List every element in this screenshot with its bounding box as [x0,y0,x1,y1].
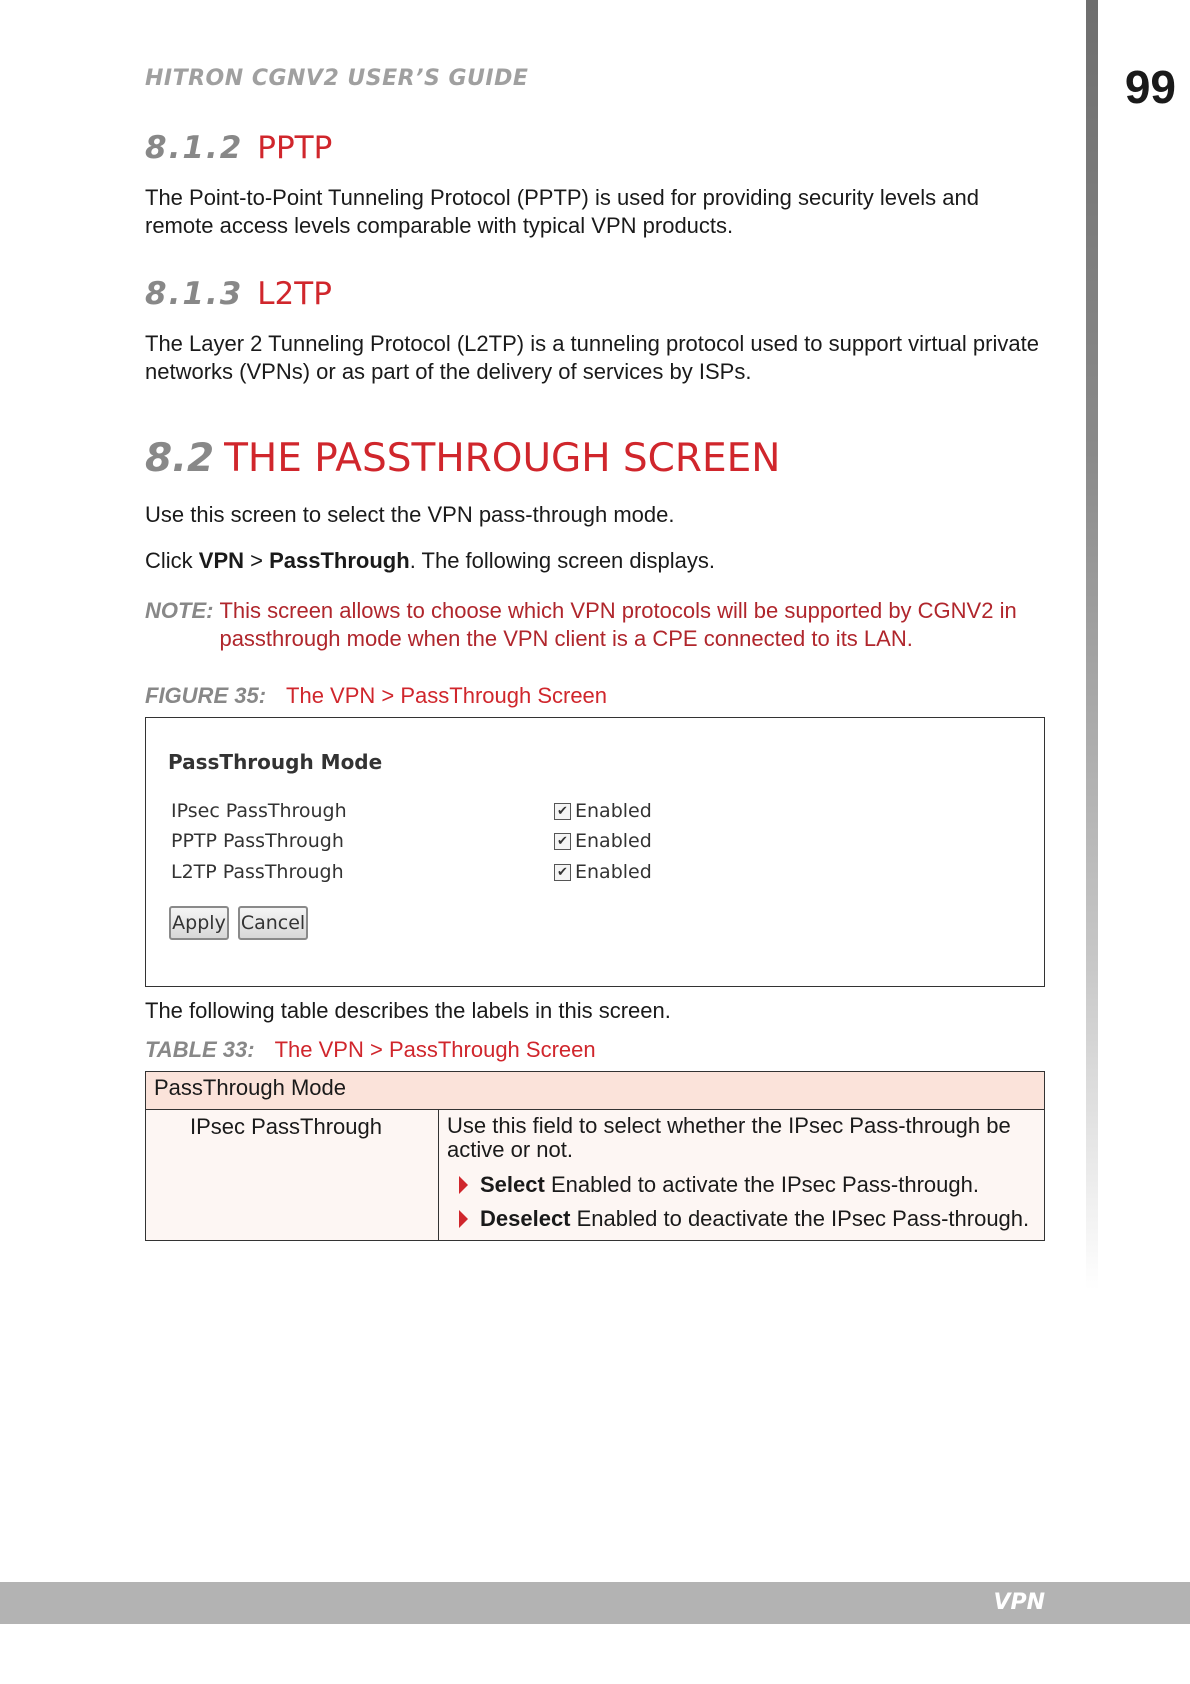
table-section-row [146,1072,1045,1110]
pptp-passthrough-label: PPTP PassThrough [171,830,344,852]
figure-caption [145,683,1045,709]
bullet-body: Enabled to deactivate the IPsec Pass-through. [570,1206,1030,1231]
screen-title: PassThrough Mode [168,750,383,774]
footer-bar [0,1582,1190,1624]
section-title: THE PASSTHROUGH SCREEN [224,436,781,481]
table-section-cell: PassThrough Mode [146,1072,1045,1110]
section-number: 8.1.3 [145,276,244,312]
pptp-passthrough-checkbox[interactable] [554,830,652,852]
apply-button[interactable]: Apply [169,906,229,940]
bullet-text [480,1172,979,1198]
l2tp-passthrough-label: L2TP PassThrough [171,861,344,883]
note-block [145,597,1045,653]
running-head: HITRON CGNV2 USER’S GUIDE [145,66,529,91]
section-heading-l2tp [145,276,1045,312]
click-prefix: Click [145,548,199,573]
bullet-item [455,1172,1036,1198]
bullet-body: Enabled to activate the IPsec Pass-through. [544,1172,979,1197]
checkbox-label: Enabled [575,800,652,822]
table-intro: The following table describes the labels in this screen. [145,998,671,1023]
page-content [145,130,1045,1241]
menu-separator: > [244,548,270,573]
click-suffix: . The following screen displays. [409,548,715,573]
pptp-paragraph: The Point-to-Point Tunneling Protocol (PPTP) is used for providing security levels and remote access levels comparable with typical VPN products. [145,185,979,238]
chapter-heading-passthrough [145,436,1045,481]
bullet-arrow-icon [459,1176,468,1194]
page-number: 99 [1124,61,1176,113]
bullet-item [455,1206,1036,1232]
checkbox-label: Enabled [575,830,652,852]
table-row [146,1110,1045,1241]
page-edge-bar [1086,0,1098,1290]
figure-screenshot [145,717,1045,987]
figure-label: FIGURE 35: [145,683,267,708]
section-title: PPTP [257,130,333,166]
section-number: 8.1.2 [145,130,244,166]
note-text: This screen allows to choose which VPN protocols will be supported by CGNV2 in passthrough mode when the VPN client is a CPE connected to its LAN. [219,598,1017,651]
bullet-keyword: Select [480,1172,545,1197]
ipsec-passthrough-checkbox[interactable] [554,800,652,822]
figure-title: The VPN > PassThrough Screen [286,683,608,708]
l2tp-passthrough-checkbox[interactable] [554,861,652,883]
table-caption [145,1037,1045,1063]
section-number: 8.2 [145,436,215,481]
chapter-tag: VPN [993,1590,1045,1615]
bullet-keyword: Deselect [480,1206,571,1231]
ipsec-passthrough-label: IPsec PassThrough [171,800,347,822]
section-title: L2TP [257,276,332,312]
table-title: The VPN > PassThrough Screen [274,1037,596,1062]
cancel-button[interactable]: Cancel [238,906,308,940]
description-table [145,1071,1045,1241]
passthrough-intro: Use this screen to select the VPN pass-through mode. [145,502,675,527]
checkbox-checked-icon[interactable]: ✔ [554,803,571,820]
l2tp-paragraph: The Layer 2 Tunneling Protocol (L2TP) is a tunneling protocol used to support virtual private networks (VPNs) or as part of the delivery of services by ISPs. [145,331,1039,384]
field-name-cell: IPsec PassThrough [146,1110,439,1241]
table-label: TABLE 33: [145,1037,255,1062]
field-description-cell [439,1110,1045,1241]
bullet-arrow-icon [459,1210,468,1228]
menu-passthrough: PassThrough [269,548,410,573]
click-instruction [145,547,1045,575]
checkbox-label: Enabled [575,861,652,883]
field-description: Use this field to select whether the IPsec Pass-through be active or not. [447,1113,1011,1162]
note-label: NOTE: [145,598,214,623]
menu-vpn: VPN [198,548,245,573]
bullet-text [480,1206,1029,1232]
checkbox-checked-icon[interactable]: ✔ [554,864,571,881]
section-heading-pptp [145,130,1045,166]
checkbox-checked-icon[interactable]: ✔ [554,833,571,850]
